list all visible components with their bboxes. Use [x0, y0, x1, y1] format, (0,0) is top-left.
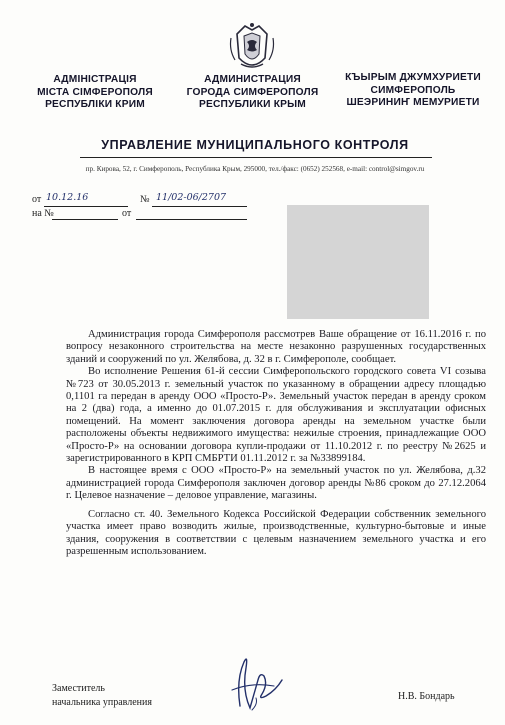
header-center-line-1: АДМИНИСТРАЦИЯ: [204, 74, 301, 85]
reply-number-rule: [52, 219, 118, 220]
address-line: пр. Кирова, 52, г. Симферополь, Республика Крым, 295000, тел./факс: (0652) 252568, e-mail: control@simgov.ru: [85, 165, 425, 173]
paragraph-4: Согласно ст. 40. Земельного Кодекса Российской Федерации собственник земельного участка имеет право возводить жилые, производственные, культурно-бытовые и иные здания, сооружения в соответствии с целевым назначением земельного участка и его разрешенным использованием.: [66, 508, 486, 557]
redacted-addressee: [287, 205, 429, 319]
date-rule: [44, 206, 128, 207]
title-underline-rule: [80, 157, 432, 158]
reply-to-number-label: на №: [32, 208, 54, 219]
handwritten-signature: [222, 650, 290, 714]
outgoing-number: 11/02-06/2707: [156, 192, 227, 203]
letter-body: [66, 329, 486, 558]
signatory-position-line-2: начальника управления: [52, 697, 152, 708]
coat-of-arms-emblem: [227, 20, 277, 74]
header-right-line-3: ШЕЭРИНИҤ МЕМУРИЕТИ: [346, 97, 480, 108]
paragraph-3: В настоящее время с ООО «Просто-Р» на земельный участок по ул. Желябова, д.32 администрацией города Симферополя заключен договор аренды №86 сроком до 27.12.2064 г. Целевое назначение – деловое управление, магазины.: [66, 465, 486, 502]
header-center-line-3: РЕСПУБЛИКИ КРЫМ: [199, 99, 306, 110]
from-label: от: [32, 194, 42, 205]
header-left: [30, 74, 160, 112]
outgoing-date: 10.12.16: [46, 192, 89, 203]
header-center: [180, 74, 325, 112]
number-rule: [152, 206, 247, 207]
signatory-name: Н.В. Бондарь: [398, 691, 455, 702]
number-label: №: [140, 194, 150, 205]
header-left-line-3: РЕСПУБЛІКИ КРИМ: [45, 99, 145, 110]
header-left-line-1: АДМІНІСТРАЦІЯ: [53, 74, 137, 85]
reply-date-rule: [136, 219, 247, 220]
paragraph-1: Администрация города Симферополя рассмотрев Ваше обращение от 16.11.2016 г. по вопросу незаконного строительства на месте незаконно разрушенных государственных зданий и сооружений по ул. Желябова, д. 32 в г. Симферополе, сообщает.: [66, 329, 486, 365]
header-left-line-2: МІСТА СІМФЕРОПОЛЯ: [37, 86, 153, 98]
header-center-line-2: ГОРОДА СИМФЕРОПОЛЯ: [186, 86, 319, 98]
paragraph-2: Во исполнение Решения 61-й сессии Симферопольского городского совета VI созыва №723 от 30.05.2013 г. земельный участок по указанному в обращении адресу площадью 0,1101 га передан в аренду ООО «Просто-Р». Земельный участок передан в аренду сроком на 2 (два) года, а именно до 01.07.2015 г. для обслуживания и эксплуатации офисных помещений. На момент заключения договора аренды на земельном участке были расположены объекты недвижимого имущества: нежилые строения, принадлежащие ООО «Просто-Р» на основании договора купли-продажи от 11.10.2012 г. по реестру №2625 и зарегистрированного в КРП СМБРТИ 01.11.2012 г. за №33899184.: [66, 366, 486, 465]
header-right-line-2: СИМФЕРОПОЛЬ: [370, 84, 456, 96]
signatory-position-line-1: Заместитель: [52, 683, 105, 694]
reply-to-date-label: от: [122, 208, 132, 219]
department-title: УПРАВЛЕНИЕ МУНИЦИПАЛЬНОГО КОНТРОЛЯ: [101, 138, 409, 152]
header-right: [338, 72, 488, 110]
header-right-line-1: КЪЫРЫМ ДЖУМХУРИЕТИ: [345, 72, 481, 83]
